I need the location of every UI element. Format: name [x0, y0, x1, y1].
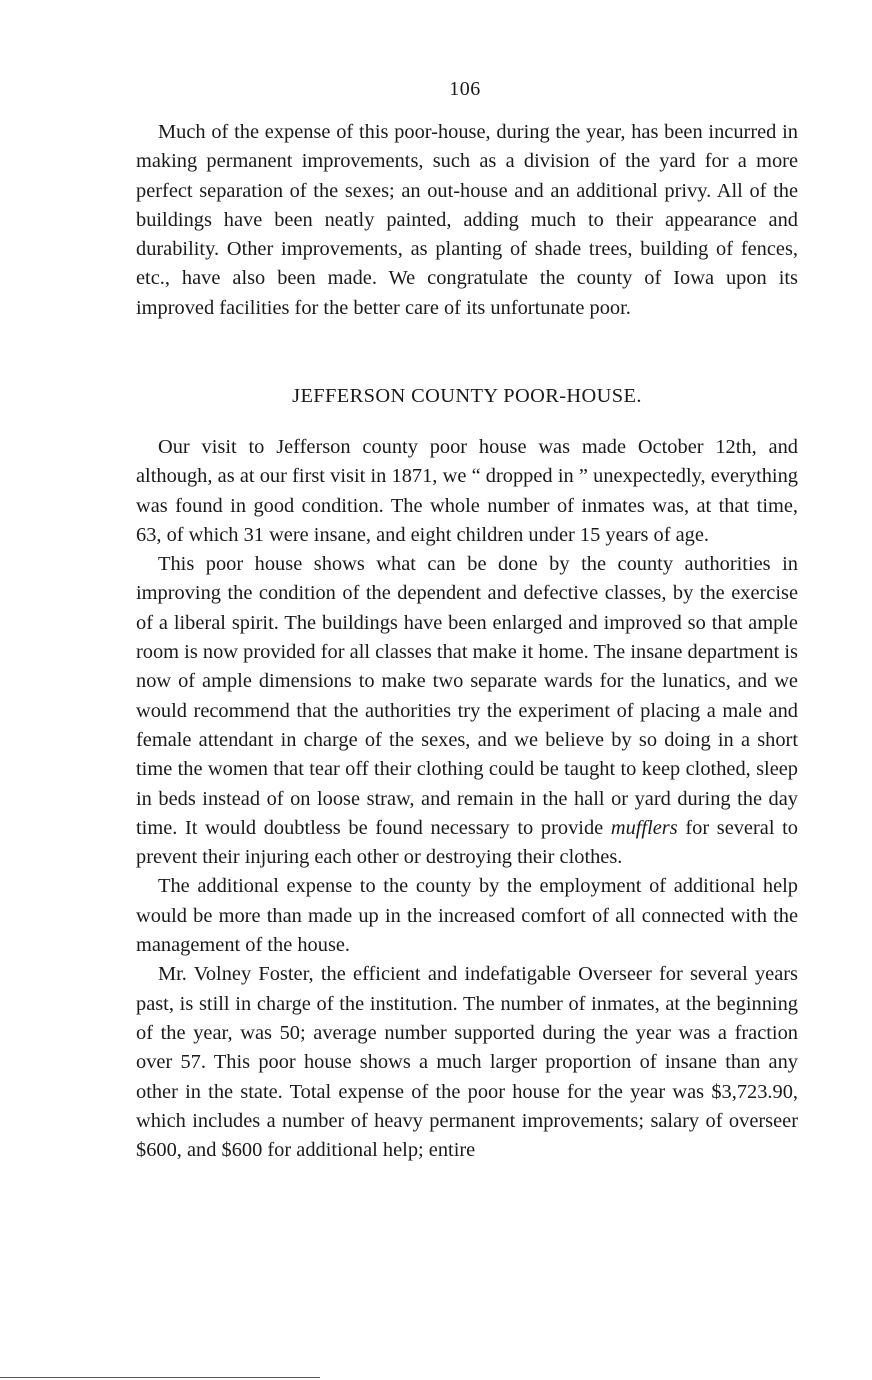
paragraph-improvements-text-before: This poor house shows what can be done by the county authorities in improving the condition of the dependent and defective classes, by the exercise of a liberal spirit. The buildings have been enlarged and improved so that ample room is now provided for all classes that make it home. The insane department is now of ample dimensions to make two separate wards for the lunatics, and we would recommend that the authorities try the experiment of placing a male and female attendant in charge of the sexes, and we believe by so doing in a short time the women that tear off their clothing could be taught to keep clothed, sleep in beds instead of on loose straw, and remain in the hall or yard during the day time. It would doubtless be found necessary to provide	[136, 553, 798, 839]
paragraph-improvements	[136, 550, 798, 872]
intro-paragraph: Much of the expense of this poor-house, during the year, has been incurred in making permanent improvements, such as a division of the yard for a more perfect separation of the sexes; an out-house and an additional privy. All of the buildings have been neatly painted, adding much to their appearance and durability. Other improvements, as planting of shade trees, building of fences, etc., have also been made. We congratulate the county of Iowa upon its improved facilities for the better care of its unfortunate poor.	[136, 121, 798, 319]
page-number: 106	[449, 78, 481, 100]
intro-section	[136, 118, 798, 323]
section-body	[136, 433, 798, 1165]
paragraph-improvements-italic: mufflers	[610, 816, 678, 839]
paragraph-visit: Our visit to Jefferson county poor house was made October 12th, and although, as at our first visit in 1871, we “ dropped in ” unexpectedly, everything was found in good condition. The whole number of inmates was, at that time, 63, of which 31 were insane, and eight children under 15 years of age.	[136, 436, 798, 546]
section-heading: JEFFERSON COUNTY POOR-HOUSE.	[292, 385, 642, 407]
paragraph-overseer: Mr. Volney Foster, the efficient and indefatigable Overseer for several years past, is still in charge of the institution. The number of inmates, at the beginning of the year, was 50; average number supported during the year was a fraction over 57. This poor house shows a much larger proportion of insane than any other in the state. Total expense of the poor house for the year was $3,723.90, which includes a number of heavy permanent improvements; salary of overseer $600, and $600 for additional help; entire	[136, 963, 798, 1162]
paragraph-expense: The additional expense to the county by the employment of additional help would be more than made up in the increased comfort of all connected with the management of the house.	[136, 875, 798, 957]
bottom-rule	[0, 1377, 320, 1378]
paragraph-improvements-text-after: for several to prevent their injuring each other or destroying their clothes.	[136, 816, 798, 869]
